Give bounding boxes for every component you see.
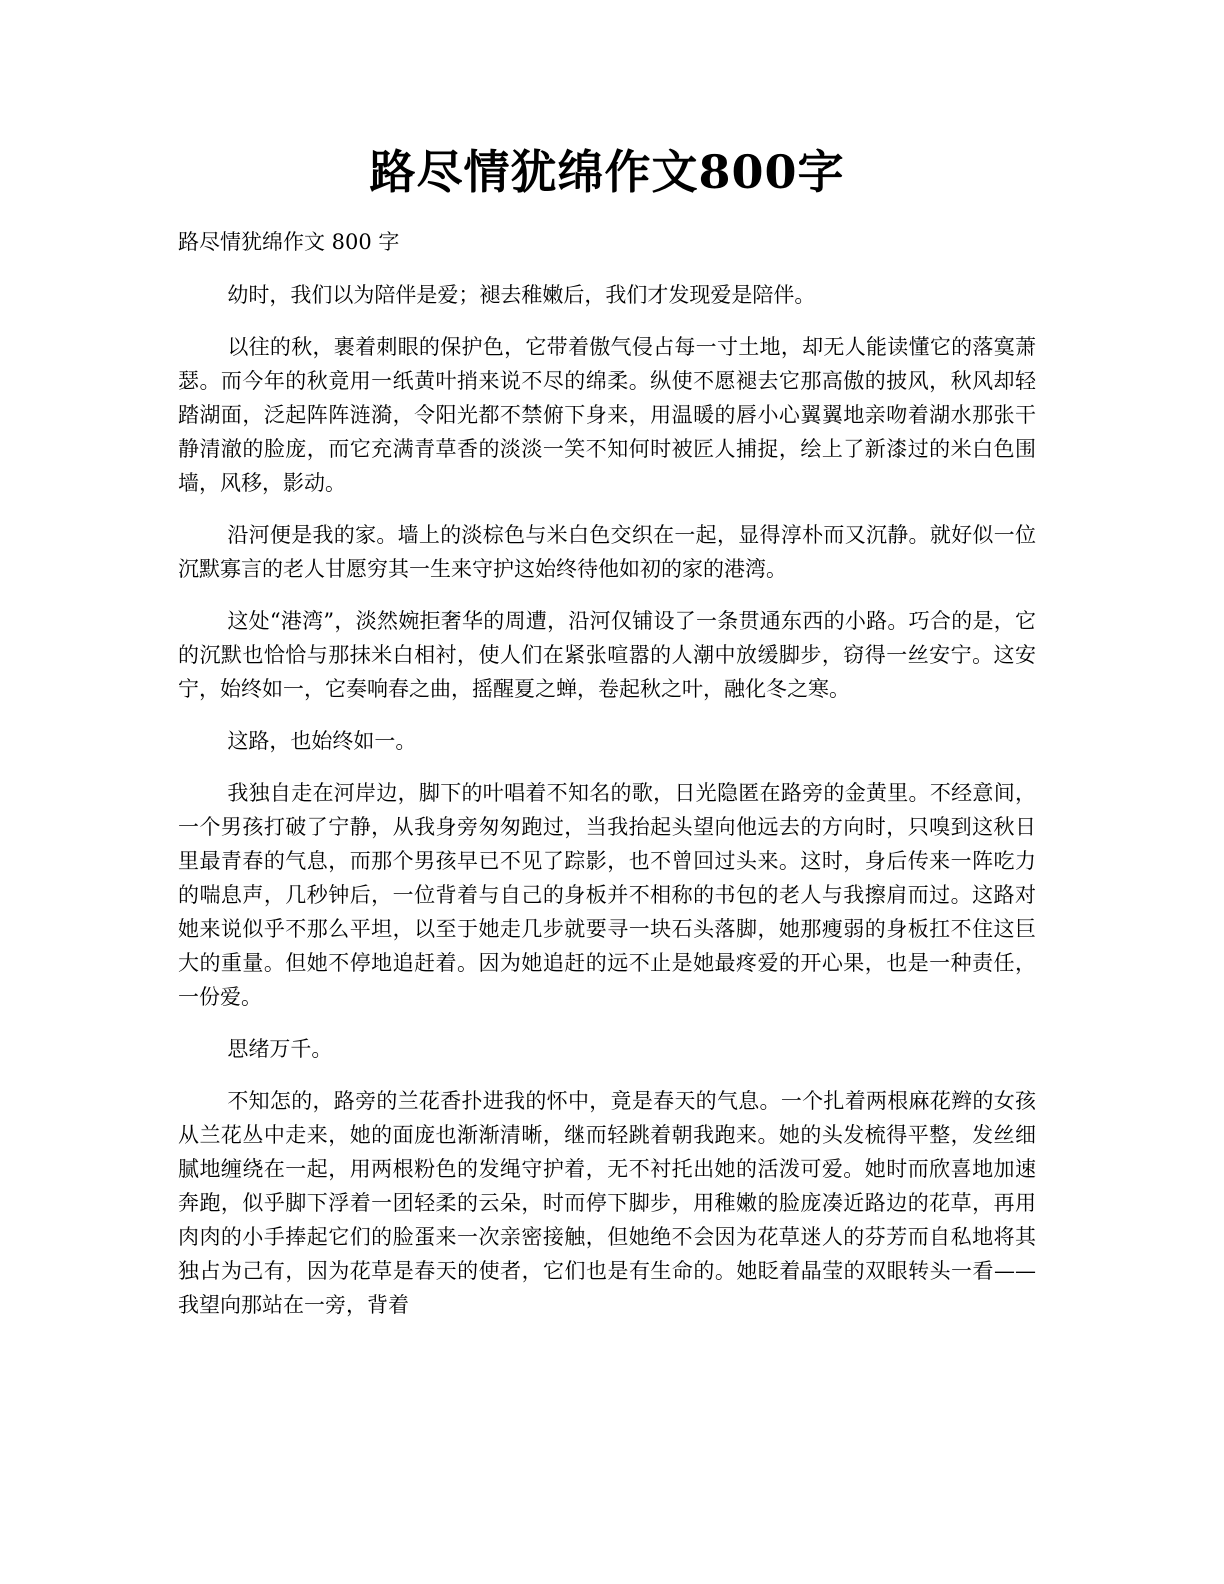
paragraph-3: 沿河便是我的家。墙上的淡棕色与米白色交织在一起，显得淳朴而又沉静。就好似一位沉默寡言的老人甘愿穷其一生来守护这始终待他如初的家的港湾。 <box>178 523 1036 581</box>
paragraph-8: 不知怎的，路旁的兰花香扑进我的怀中，竟是春天的气息。一个扎着两根麻花辫的女孩从兰花丛中走来，她的面庞也渐渐清晰，继而轻跳着朝我跑来。她的头发梳得平整，发丝细腻地缠绕在一起，用两根粉色的发绳守护着，无不衬托出她的活泼可爱。她时而欣喜地加速奔跑，似乎脚下浮着一团轻柔的云朵，时而停下脚步，用稚嫩的脸庞凑近路边的花草，再用肉肉的小手捧起它们的脸蛋来一次亲密接触，但她绝不会因为花草迷人的芬芳而自私地将其独占为己有，因为花草是春天的使者，它们也是有生命的。她眨着晶莹的双眼转头一看——我望向那站在一旁，背着 <box>178 1089 1036 1317</box>
paragraph-1: 幼时，我们以为陪伴是爱；褪去稚嫩后，我们才发现爱是陪伴。 <box>227 283 816 307</box>
paragraph-4: 这处“港湾”，淡然婉拒奢华的周遭，沿河仅铺设了一条贯通东西的小路。巧合的是，它的沉默也恰恰与那抹米白相衬，使人们在紧张喧嚣的人潮中放缓脚步，窃得一丝安宁。这安宁，始终如一，它奏响春之曲，摇醒夏之蝉，卷起秋之叶，融化冬之寒。 <box>178 609 1036 701</box>
paragraph-2: 以往的秋，裹着刺眼的保护色，它带着傲气侵占每一寸土地，却无人能读懂它的落寞萧瑟。而今年的秋竟用一纸黄叶捎来说不尽的绵柔。纵使不愿褪去它那高傲的披风，秋风却轻踏湖面，泛起阵阵涟漪，令阳光都不禁俯下身来，用温暖的唇小心翼翼地亲吻着湖水那张干静清澈的脸庞，而它充满青草香的淡淡一笑不知何时被匠人捕捉，绘上了新漆过的米白色围墙，风移，影动。 <box>178 335 1036 495</box>
paragraph-5: 这路，也始终如一。 <box>227 729 417 753</box>
paragraph-6: 我独自走在河岸边，脚下的叶唱着不知名的歌，日光隐匿在路旁的金黄里。不经意间，一个男孩打破了宁静，从我身旁匆匆跑过，当我抬起头望向他远去的方向时，只嗅到这秋日里最青春的气息，而那个男孩早已不见了踪影，也不曾回过头来。这时，身后传来一阵吃力的喘息声，几秒钟后，一位背着与自己的身板并不相称的书包的老人与我擦肩而过。这路对她来说似乎不那么平坦，以至于她走几步就要寻一块石头落脚，她那瘦弱的身板扛不住这巨大的重量。但她不停地追赶着。因为她追赶的远不止是她最疼爱的开心果，也是一种责任，一份爱。 <box>178 781 1036 1009</box>
document-title: 路尽情犹绵作文800字 <box>369 145 845 199</box>
document-subtitle: 路尽情犹绵作文 800 字 <box>178 230 400 254</box>
document-page <box>178 140 1036 1340</box>
paragraph-7: 思绪万千。 <box>227 1037 333 1061</box>
